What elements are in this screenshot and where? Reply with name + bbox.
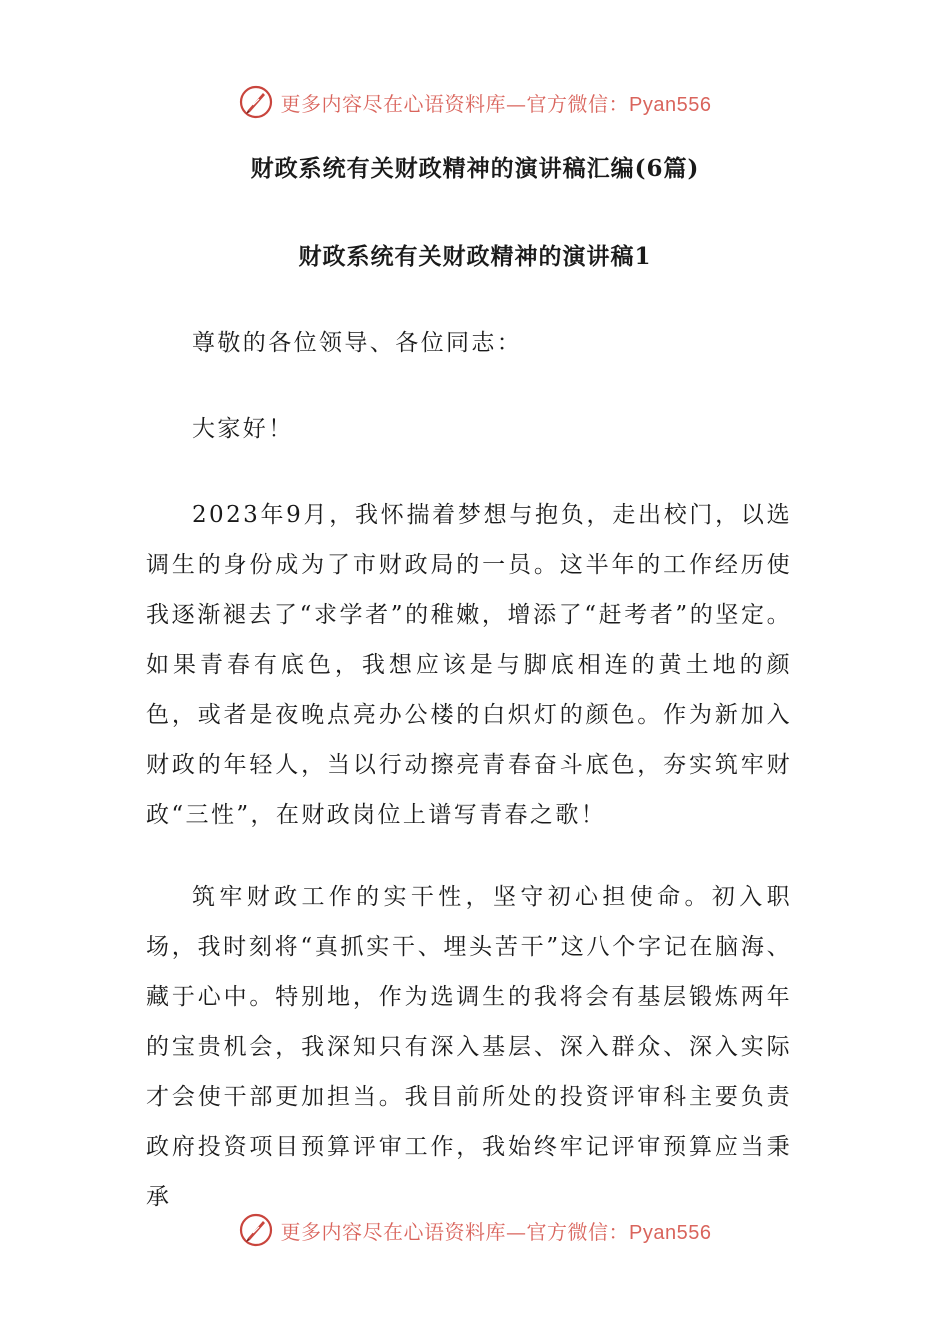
header-watermark-text: 更多内容尽在心语资料库—官方微信：Pyan556 <box>280 91 712 116</box>
section-title: 财政系统有关财政精神的演讲稿1 <box>298 243 652 270</box>
footer-watermark-banner <box>0 1210 950 1250</box>
salutation-paragraph: 尊敬的各位领导、各位同志： <box>192 330 523 356</box>
body-paragraph: 筑牢财政工作的实干性，坚守初心担使命。初入职场，我时刻将“真抓实干、埋头苦干”这八个字记在脑海、藏于心中。特别地，作为选调生的我将会有基层锻炼两年的宝贵机会，我深知只有深入基层、深入群众、深入实际才会使干部更加担当。我目前所处的投资评审科主要负责政府投资项目预算评审工作，我始终牢记评审预算应当秉承 <box>146 884 792 1210</box>
greeting-paragraph: 大家好！ <box>192 416 294 442</box>
quill-pen-logo-icon <box>239 85 273 119</box>
document-title: 财政系统有关财政精神的演讲稿汇编(6篇) <box>250 155 700 182</box>
body-paragraph: 2023年9月，我怀揣着梦想与抱负，走出校门，以选调生的身份成为了市财政局的一员。这半年的工作经历使我逐渐褪去了“求学者”的稚嫩，增添了“赶考者”的坚定。如果青春有底色，我想应该是与脚底相连的黄土地的颜色，或者是夜晚点亮办公楼的白炽灯的颜色。作为新加入财政的年轻人，当以行动擦亮青春奋斗底色，夯实筑牢财政“三性”，在财政岗位上谱写青春之歌！ <box>146 502 792 828</box>
header-watermark-banner <box>0 82 950 122</box>
quill-pen-logo-icon <box>239 1213 273 1247</box>
footer-watermark-text: 更多内容尽在心语资料库—官方微信：Pyan556 <box>280 1219 712 1244</box>
